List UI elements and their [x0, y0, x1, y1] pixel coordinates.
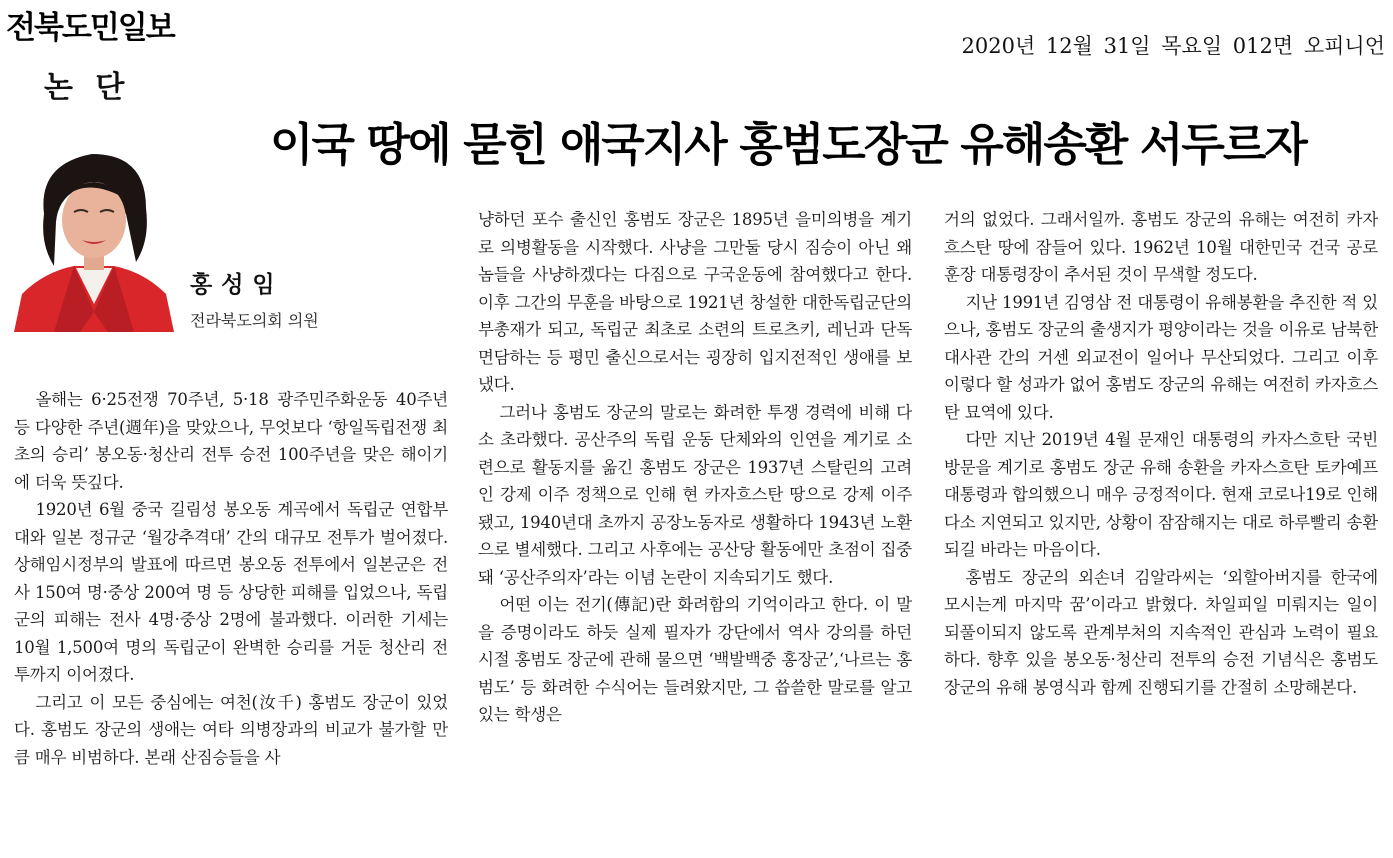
publication-dateline: 2020년 12월 31일 목요일 012면 오피니언 [961, 34, 1385, 58]
article-column-2 [478, 206, 912, 856]
paragraph: 거의 없었다. 그래서일까. 홍범도 장군의 유해는 여전히 카자흐스탄 땅에 잠들어 있다. 1962년 10월 대한민국 건국 공로 훈장 대통령장이 추서된 것이 무색할 정도다. [944, 210, 1378, 284]
article-headline: 이국 땅에 묻힌 애국지사 홍범도장군 유해송환 서두르자 [270, 118, 1306, 171]
author-name: 홍성임 [190, 272, 284, 298]
paragraph: 냥하던 포수 출신인 홍범도 장군은 1895년 을미의병을 계기로 의병활동을 시작했다. 사냥을 그만둘 당시 짐승이 아닌 왜놈들을 사냥하겠다는 다짐으로 구국운동에 참여했다고 한다. 이후 그간의 무훈을 바탕으로 1921년 창설한 대한독립군단의 부총재가 되고, 독립군 최초로 소련의 트로츠키, 레닌과 단독 면담하는 등 평민 출신으로서는 굉장히 입지전적인 생애를 보냈다. [478, 210, 912, 394]
author-title: 전라북도의회 의원 [190, 311, 319, 330]
paragraph: 다만 지난 2019년 4월 문재인 대통령의 카자스흐탄 국빈방문을 계기로 홍범도 장군 유해 송환을 카자스흐탄 토카예프 대통령과 합의했으니 매우 긍정적이다. 현재 코로나19로 인해 다소 지연되고 있지만, 상황이 잠잠해지는 대로 하루빨리 송환되길 바라는 마음이다. [944, 430, 1378, 559]
article-column-1 [14, 386, 448, 856]
paragraph: 지난 1991년 김영삼 전 대통령이 유해봉환을 추진한 적 있으나, 홍범도 장군의 출생지가 평양이라는 것을 이유로 남북한대사관 간의 거센 외교전이 일어나 무산되었다. 그리고 이후 이렇다 할 성과가 없어 홍범도 장군의 유해는 여전히 카자흐스탄 묘역에 있다. [944, 292, 1378, 422]
paragraph: 그러나 홍범도 장군의 말로는 화려한 투쟁 경력에 비해 다소 초라했다. 공산주의 독립 운동 단체와의 인연을 계기로 소련으로 활동지를 옮긴 홍범도 장군은 1937년 스탈린의 고려인 강제 이주 정책으로 인해 현 카자흐스탄 땅으로 강제 이주됐고, 1940년대 초까지 공장노동자로 생활하다 1943년 노환으로 별세했다. 그리고 사후에는 공산당 활동에만 초점이 집중돼 ‘공산주의자’라는 이념 논란이 지속되기도 했다. [478, 402, 912, 587]
paragraph: 1920년 6월 중국 길림성 봉오동 계곡에서 독립군 연합부대와 일본 정규군 ‘월강추격대’ 간의 대규모 전투가 벌어졌다. 상해임시정부의 발표에 따르면 봉오동 전투에서 일본군은 전사 150여 명·중상 200여 명 등 상당한 피해를 입었으나, 독립군의 피해는 전사 4명·중상 2명에 불과했다. 이러한 기세는 10월 1,500여 명의 독립군이 완벽한 승리를 거둔 청산리 전투까지 이어졌다. [14, 500, 448, 684]
section-label: 논 단 [44, 70, 131, 105]
paragraph: 올해는 6·25전쟁 70주년, 5·18 광주민주화운동 40주년 등 다양한 주년(週年)을 맞았으나, 무엇보다 ‘항일독립전쟁 최초의 승리’ 봉오동·청산리 전투 승전 100주년을 맞은 해이기에 더욱 뜻깊다. [14, 390, 448, 492]
paragraph: 그리고 이 모든 중심에는 여천(汝千) 홍범도 장군이 있었다. 홍범도 장군의 생애는 여타 의병장과의 비교가 불가할 만큼 매우 비범하다. 본래 산짐승들을 사 [14, 692, 448, 767]
author-portrait-image [14, 144, 174, 332]
paragraph: 홍범도 장군의 외손녀 김알라씨는 ‘외할아버지를 한국에 모시는게 마지막 꿈’이라고 밝혔다. 차일피일 미뤄지는 일이 되풀이되지 않도록 관계부처의 지속적인 관심과 노력이 필요하다. 향후 있을 봉오동·청산리 전투의 승전 기념식은 홍범도 장군의 유해 봉영식과 함께 진행되기를 간절히 소망해본다. [944, 567, 1378, 697]
author-photo [14, 144, 174, 332]
newspaper-masthead: 전북도민일보 [6, 10, 174, 46]
paragraph: 어떤 이는 전기(傳記)란 화려함의 기억이라고 한다. 이 말을 증명이라도 하듯 실제 필자가 강단에서 역사 강의를 하던 시절 홍범도 장군에 관해 물으면 ‘백발백중 홍장군’,‘나르는 홍범도’ 등 화려한 수식어는 들려왔지만, 그 씁쓸한 말로를 알고 있는 학생은 [478, 595, 912, 724]
article-column-3 [944, 206, 1378, 856]
